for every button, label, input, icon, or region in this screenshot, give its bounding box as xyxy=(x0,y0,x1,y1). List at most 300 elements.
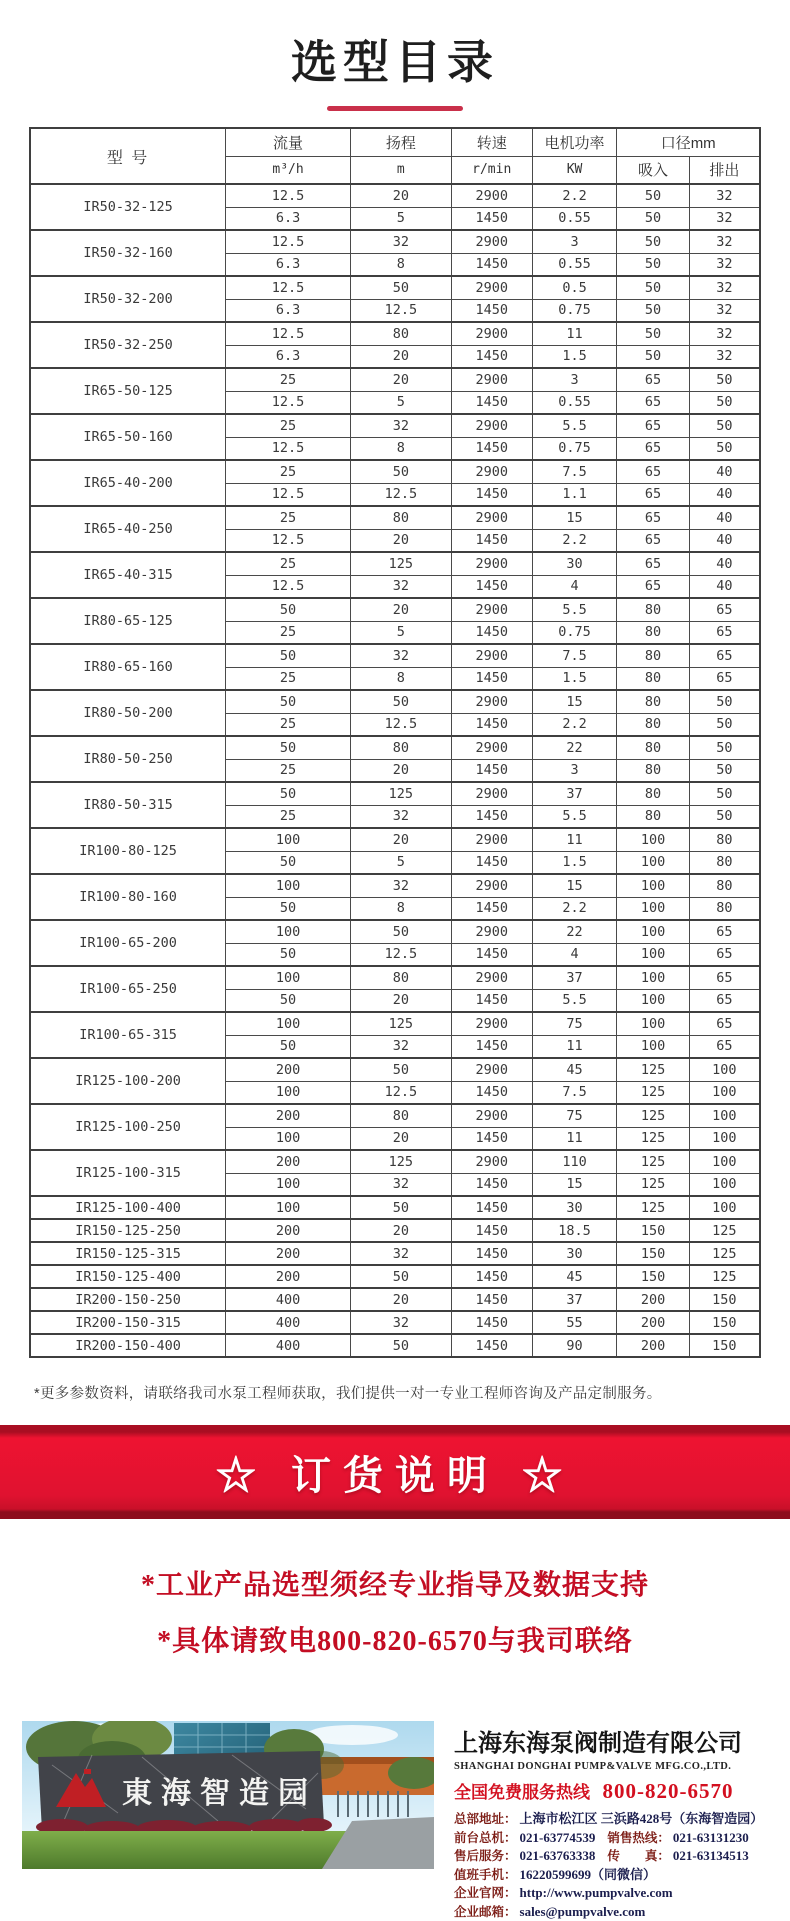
spec-cell: 12.5 xyxy=(226,575,351,598)
spec-cell: 11 xyxy=(532,828,617,851)
spec-cell: 90 xyxy=(532,1334,617,1357)
spec-cell: 50 xyxy=(350,1334,451,1357)
table-row xyxy=(30,1104,760,1127)
spec-cell: 65 xyxy=(617,529,689,552)
spec-cell: 1450 xyxy=(451,989,532,1012)
spec-cell: 50 xyxy=(617,322,689,345)
spec-cell: 1450 xyxy=(451,759,532,782)
spec-cell: 2900 xyxy=(451,598,532,621)
spec-cell: 65 xyxy=(617,368,689,391)
spec-cell: 32 xyxy=(350,1311,451,1334)
spec-cell: 25 xyxy=(226,759,351,782)
spec-cell: 50 xyxy=(689,736,760,759)
contact-row xyxy=(454,1829,778,1848)
spec-cell: 80 xyxy=(350,736,451,759)
model-cell: IR80-50-315 xyxy=(30,782,226,828)
spec-table-body xyxy=(30,184,760,1357)
contact-row xyxy=(454,1903,778,1921)
spec-cell: 12.5 xyxy=(226,184,351,207)
spec-cell: 20 xyxy=(350,989,451,1012)
model-cell: IR50-32-200 xyxy=(30,276,226,322)
spec-cell: 1450 xyxy=(451,299,532,322)
spec-cell: 80 xyxy=(617,713,689,736)
spec-cell: 25 xyxy=(226,414,351,437)
spec-cell: 150 xyxy=(617,1242,689,1265)
spec-cell: 25 xyxy=(226,368,351,391)
spec-cell: 32 xyxy=(350,805,451,828)
table-row xyxy=(30,1242,760,1265)
spec-cell: 20 xyxy=(350,759,451,782)
spec-cell: 25 xyxy=(226,667,351,690)
col-unit-power: KW xyxy=(532,156,617,184)
spec-cell: 65 xyxy=(617,460,689,483)
spec-cell: 65 xyxy=(617,552,689,575)
spec-cell: 80 xyxy=(617,736,689,759)
spec-cell: 100 xyxy=(617,1035,689,1058)
spec-cell: 5.5 xyxy=(532,805,617,828)
spec-cell: 32 xyxy=(689,184,760,207)
spec-cell: 100 xyxy=(226,828,351,851)
spec-cell: 1.5 xyxy=(532,851,617,874)
model-cell: IR65-50-160 xyxy=(30,414,226,460)
spec-cell: 2.2 xyxy=(532,529,617,552)
spec-cell: 32 xyxy=(350,1173,451,1196)
spec-cell: 25 xyxy=(226,552,351,575)
model-cell: IR80-50-200 xyxy=(30,690,226,736)
footnote: *更多参数资料，请联络我司水泵工程师获取，我们提供一对一专业工程师咨询及产品定制服务。 xyxy=(34,1382,790,1403)
spec-cell: 65 xyxy=(689,966,760,989)
spec-cell: 40 xyxy=(689,552,760,575)
spec-cell: 100 xyxy=(689,1127,760,1150)
spec-cell: 1450 xyxy=(451,1334,532,1357)
spec-cell: 1.5 xyxy=(532,667,617,690)
contact-row xyxy=(454,1810,778,1829)
spec-cell: 125 xyxy=(689,1242,760,1265)
spec-cell: 50 xyxy=(226,851,351,874)
table-row xyxy=(30,1219,760,1242)
spec-cell: 100 xyxy=(617,874,689,897)
table-row xyxy=(30,1058,760,1081)
contact-label: 前台总机： xyxy=(454,1831,517,1845)
spec-cell: 50 xyxy=(689,690,760,713)
spec-cell: 37 xyxy=(532,782,617,805)
table-row xyxy=(30,1288,760,1311)
contact-value: 16220599699（同微信） xyxy=(520,1867,657,1882)
spec-cell: 25 xyxy=(226,460,351,483)
model-cell: IR80-50-250 xyxy=(30,736,226,782)
spec-cell: 100 xyxy=(617,943,689,966)
contact-label: 企业邮箱： xyxy=(454,1905,517,1919)
model-cell: IR150-125-250 xyxy=(30,1219,226,1242)
spec-cell: 80 xyxy=(617,782,689,805)
contact-label: 售后服务： xyxy=(454,1849,517,1863)
spec-cell: 50 xyxy=(350,1058,451,1081)
model-cell: IR200-150-400 xyxy=(30,1334,226,1357)
table-row xyxy=(30,1334,760,1357)
spec-cell: 150 xyxy=(617,1265,689,1288)
contact-link[interactable]: sales@pumpvalve.com xyxy=(520,1904,646,1919)
model-cell: IR65-40-315 xyxy=(30,552,226,598)
table-row xyxy=(30,966,760,989)
spec-cell: 100 xyxy=(617,920,689,943)
spec-cell: 5.5 xyxy=(532,989,617,1012)
spec-cell: 50 xyxy=(617,184,689,207)
spec-cell: 100 xyxy=(226,1173,351,1196)
spec-cell: 7.5 xyxy=(532,460,617,483)
spec-cell: 65 xyxy=(689,621,760,644)
spec-cell: 2900 xyxy=(451,322,532,345)
spec-cell: 150 xyxy=(617,1219,689,1242)
spec-cell: 1450 xyxy=(451,1081,532,1104)
model-cell: IR100-65-200 xyxy=(30,920,226,966)
spec-cell: 7.5 xyxy=(532,644,617,667)
spec-cell: 1450 xyxy=(451,621,532,644)
spec-cell: 5 xyxy=(350,621,451,644)
spec-cell: 80 xyxy=(617,598,689,621)
spec-cell: 80 xyxy=(617,759,689,782)
spec-cell: 100 xyxy=(226,1081,351,1104)
spec-cell: 80 xyxy=(350,506,451,529)
spec-cell: 2900 xyxy=(451,966,532,989)
spec-cell: 1.5 xyxy=(532,345,617,368)
spec-cell: 0.5 xyxy=(532,276,617,299)
spec-cell: 25 xyxy=(226,506,351,529)
spec-cell: 125 xyxy=(617,1196,689,1219)
spec-cell: 1450 xyxy=(451,1242,532,1265)
spec-cell: 80 xyxy=(689,828,760,851)
spec-cell: 12.5 xyxy=(350,299,451,322)
table-header-row xyxy=(30,128,760,156)
spec-cell: 1450 xyxy=(451,1173,532,1196)
spec-cell: 65 xyxy=(617,414,689,437)
spec-cell: 2900 xyxy=(451,690,532,713)
company-photo-illustration xyxy=(22,1721,434,1869)
spec-cell: 20 xyxy=(350,598,451,621)
model-cell: IR150-125-400 xyxy=(30,1265,226,1288)
spec-cell: 2.2 xyxy=(532,897,617,920)
spec-cell: 2900 xyxy=(451,1104,532,1127)
spec-cell: 80 xyxy=(350,322,451,345)
spec-cell: 1450 xyxy=(451,1265,532,1288)
model-cell: IR200-150-250 xyxy=(30,1288,226,1311)
spec-cell: 5 xyxy=(350,851,451,874)
spec-cell: 50 xyxy=(226,736,351,759)
table-row xyxy=(30,460,760,483)
table-row xyxy=(30,736,760,759)
spec-cell: 32 xyxy=(689,253,760,276)
spec-cell: 100 xyxy=(617,1012,689,1035)
spec-cell: 200 xyxy=(226,1104,351,1127)
spec-cell: 25 xyxy=(226,621,351,644)
spec-cell: 100 xyxy=(617,851,689,874)
spec-cell: 2900 xyxy=(451,506,532,529)
contact-label: 传 真： xyxy=(607,1849,670,1863)
spec-cell: 1450 xyxy=(451,1311,532,1334)
spec-cell: 15 xyxy=(532,874,617,897)
spec-cell: 65 xyxy=(617,391,689,414)
spec-cell: 15 xyxy=(532,1173,617,1196)
spec-cell: 80 xyxy=(350,966,451,989)
model-cell: IR65-50-125 xyxy=(30,368,226,414)
spec-cell: 45 xyxy=(532,1265,617,1288)
spec-cell: 50 xyxy=(689,759,760,782)
spec-cell: 50 xyxy=(689,805,760,828)
spec-cell: 37 xyxy=(532,966,617,989)
spec-cell: 30 xyxy=(532,552,617,575)
spec-cell: 40 xyxy=(689,506,760,529)
spec-cell: 125 xyxy=(350,1150,451,1173)
spec-cell: 50 xyxy=(226,897,351,920)
table-row xyxy=(30,414,760,437)
spec-cell: 75 xyxy=(532,1012,617,1035)
spec-cell: 1450 xyxy=(451,805,532,828)
spec-cell: 6.3 xyxy=(226,299,351,322)
model-cell: IR125-100-400 xyxy=(30,1196,226,1219)
spec-cell: 50 xyxy=(689,782,760,805)
spec-cell: 200 xyxy=(617,1311,689,1334)
hotline-label: 全国免费服务热线 xyxy=(454,1783,590,1802)
spec-cell: 30 xyxy=(532,1196,617,1219)
spec-cell: 80 xyxy=(689,851,760,874)
spec-cell: 50 xyxy=(226,644,351,667)
spec-cell: 100 xyxy=(689,1058,760,1081)
table-row xyxy=(30,1311,760,1334)
table-row xyxy=(30,506,760,529)
spec-cell: 8 xyxy=(350,897,451,920)
spec-cell: 12.5 xyxy=(226,391,351,414)
table-row xyxy=(30,644,760,667)
spec-cell: 2900 xyxy=(451,230,532,253)
spec-cell: 50 xyxy=(226,782,351,805)
spec-cell: 400 xyxy=(226,1288,351,1311)
spec-cell: 0.55 xyxy=(532,391,617,414)
contact-value: 上海市松江区 三浜路428号（东海智造园） xyxy=(520,1811,764,1826)
col-header-diameter: 口径mm xyxy=(617,128,760,156)
spec-cell: 100 xyxy=(226,920,351,943)
company-photo xyxy=(22,1721,434,1869)
spec-cell: 12.5 xyxy=(350,943,451,966)
spec-cell: 400 xyxy=(226,1334,351,1357)
spec-cell: 125 xyxy=(617,1104,689,1127)
spec-cell: 32 xyxy=(350,1035,451,1058)
col-header-speed: 转速 xyxy=(451,128,532,156)
col-header-model: 型 号 xyxy=(30,128,226,184)
spec-cell: 50 xyxy=(350,1265,451,1288)
spec-cell: 12.5 xyxy=(350,713,451,736)
spec-cell: 100 xyxy=(689,1150,760,1173)
table-row xyxy=(30,230,760,253)
spec-cell: 0.55 xyxy=(532,207,617,230)
spec-cell: 200 xyxy=(226,1265,351,1288)
spec-cell: 0.75 xyxy=(532,621,617,644)
order-banner-title: ☆ 订货说明 ☆ xyxy=(216,1444,574,1501)
spec-cell: 2900 xyxy=(451,552,532,575)
model-cell: IR200-150-315 xyxy=(30,1311,226,1334)
spec-cell: 8 xyxy=(350,253,451,276)
contact-label: 企业官网： xyxy=(454,1886,517,1900)
spec-cell: 100 xyxy=(689,1104,760,1127)
spec-cell: 65 xyxy=(617,437,689,460)
spec-cell: 65 xyxy=(617,575,689,598)
contact-label: 值班手机： xyxy=(454,1868,517,1882)
spec-cell: 150 xyxy=(689,1288,760,1311)
spec-cell: 5.5 xyxy=(532,598,617,621)
spec-cell: 12.5 xyxy=(226,322,351,345)
spec-cell: 80 xyxy=(689,874,760,897)
spec-cell: 5 xyxy=(350,207,451,230)
spec-cell: 2.2 xyxy=(532,713,617,736)
spec-cell: 22 xyxy=(532,920,617,943)
spec-cell: 20 xyxy=(350,184,451,207)
spec-cell: 125 xyxy=(617,1150,689,1173)
spec-cell: 32 xyxy=(350,414,451,437)
col-unit-flow: m³/h xyxy=(226,156,351,184)
model-cell: IR50-32-160 xyxy=(30,230,226,276)
table-row xyxy=(30,1012,760,1035)
model-cell: IR65-40-250 xyxy=(30,506,226,552)
spec-cell: 32 xyxy=(689,276,760,299)
spec-cell: 125 xyxy=(350,1012,451,1035)
spec-cell: 1450 xyxy=(451,713,532,736)
spec-cell: 200 xyxy=(226,1150,351,1173)
spec-cell: 1450 xyxy=(451,437,532,460)
spec-cell: 2900 xyxy=(451,644,532,667)
contact-label: 总部地址： xyxy=(454,1812,517,1826)
notice-line-2: *具体请致电800-820-6570与我司联络 xyxy=(0,1619,790,1659)
contact-row xyxy=(454,1884,778,1903)
spec-cell: 150 xyxy=(689,1334,760,1357)
spec-cell: 1450 xyxy=(451,943,532,966)
col-header-suction: 吸入 xyxy=(617,156,689,184)
spec-cell: 20 xyxy=(350,1127,451,1150)
spec-cell: 50 xyxy=(617,207,689,230)
spec-cell: 8 xyxy=(350,667,451,690)
spec-cell: 100 xyxy=(617,897,689,920)
service-hotline xyxy=(454,1778,778,1804)
spec-cell: 45 xyxy=(532,1058,617,1081)
notice-line-1: *工业产品选型须经专业指导及数据支持 xyxy=(0,1563,790,1603)
spec-cell: 125 xyxy=(617,1081,689,1104)
spec-cell: 7.5 xyxy=(532,1081,617,1104)
spec-cell: 12.5 xyxy=(226,437,351,460)
spec-cell: 125 xyxy=(689,1265,760,1288)
spec-cell: 50 xyxy=(617,299,689,322)
spec-cell: 0.55 xyxy=(532,253,617,276)
model-cell: IR125-100-250 xyxy=(30,1104,226,1150)
contact-value: 021-63131230 xyxy=(673,1830,749,1845)
model-cell: IR50-32-125 xyxy=(30,184,226,230)
spec-cell: 5.5 xyxy=(532,414,617,437)
spec-cell: 65 xyxy=(689,644,760,667)
col-unit-speed: r/min xyxy=(451,156,532,184)
spec-cell: 65 xyxy=(617,506,689,529)
title-block xyxy=(0,0,790,111)
spec-cell: 200 xyxy=(226,1242,351,1265)
spec-cell: 32 xyxy=(689,345,760,368)
spec-cell: 6.3 xyxy=(226,207,351,230)
selection-table xyxy=(29,127,761,1358)
table-row xyxy=(30,690,760,713)
spec-cell: 2900 xyxy=(451,1058,532,1081)
model-cell: IR100-80-125 xyxy=(30,828,226,874)
spec-cell: 11 xyxy=(532,1035,617,1058)
spec-cell: 200 xyxy=(617,1334,689,1357)
contact-value: 021-63763338 xyxy=(520,1848,596,1863)
spec-cell: 12.5 xyxy=(226,529,351,552)
spec-cell: 1450 xyxy=(451,345,532,368)
contact-link[interactable]: http://www.pumpvalve.com xyxy=(520,1885,673,1900)
spec-cell: 50 xyxy=(226,989,351,1012)
spec-cell: 125 xyxy=(689,1219,760,1242)
spec-cell: 65 xyxy=(689,1012,760,1035)
spec-cell: 1.1 xyxy=(532,483,617,506)
company-name: 上海东海泵阀制造有限公司 xyxy=(454,1723,778,1758)
spec-cell: 1450 xyxy=(451,1219,532,1242)
spec-cell: 12.5 xyxy=(226,230,351,253)
spec-cell: 1450 xyxy=(451,897,532,920)
spec-cell: 80 xyxy=(350,1104,451,1127)
spec-cell: 18.5 xyxy=(532,1219,617,1242)
spec-cell: 125 xyxy=(350,552,451,575)
spec-cell: 25 xyxy=(226,805,351,828)
spec-cell: 2.2 xyxy=(532,184,617,207)
spec-cell: 2900 xyxy=(451,920,532,943)
table-row xyxy=(30,782,760,805)
spec-cell: 50 xyxy=(689,368,760,391)
spec-cell: 0.75 xyxy=(532,437,617,460)
contact-value: 021-63774539 xyxy=(520,1830,596,1845)
spec-cell: 80 xyxy=(617,805,689,828)
spec-cell: 40 xyxy=(689,460,760,483)
spec-cell: 1450 xyxy=(451,1035,532,1058)
sign-text: 東海智造园 xyxy=(122,1777,317,1810)
spec-cell: 0.75 xyxy=(532,299,617,322)
spec-cell: 32 xyxy=(350,1242,451,1265)
model-cell: IR80-65-160 xyxy=(30,644,226,690)
spec-cell: 32 xyxy=(689,322,760,345)
spec-cell: 100 xyxy=(617,989,689,1012)
spec-cell: 50 xyxy=(350,460,451,483)
spec-cell: 12.5 xyxy=(226,483,351,506)
spec-cell: 32 xyxy=(689,230,760,253)
table-row xyxy=(30,322,760,345)
spec-cell: 65 xyxy=(689,598,760,621)
spec-cell: 2900 xyxy=(451,736,532,759)
spec-cell: 20 xyxy=(350,368,451,391)
spec-cell: 20 xyxy=(350,828,451,851)
spec-cell: 32 xyxy=(350,644,451,667)
spec-cell: 1450 xyxy=(451,529,532,552)
spec-cell: 30 xyxy=(532,1242,617,1265)
model-cell: IR100-80-160 xyxy=(30,874,226,920)
spec-cell: 32 xyxy=(689,207,760,230)
spec-cell: 50 xyxy=(689,713,760,736)
order-banner xyxy=(0,1425,790,1519)
col-header-flow: 流量 xyxy=(226,128,351,156)
spec-cell: 100 xyxy=(617,828,689,851)
contact-row xyxy=(454,1866,778,1885)
spec-cell: 11 xyxy=(532,322,617,345)
col-header-power: 电机功率 xyxy=(532,128,617,156)
spec-cell: 200 xyxy=(617,1288,689,1311)
spec-cell: 80 xyxy=(689,897,760,920)
spec-cell: 37 xyxy=(532,1288,617,1311)
spec-cell: 80 xyxy=(617,621,689,644)
spec-cell: 6.3 xyxy=(226,253,351,276)
company-name-en: SHANGHAI DONGHAI PUMP&VALVE MFG.CO.,LTD. xyxy=(454,1761,778,1772)
spec-cell: 2900 xyxy=(451,414,532,437)
contact-row xyxy=(454,1847,778,1866)
